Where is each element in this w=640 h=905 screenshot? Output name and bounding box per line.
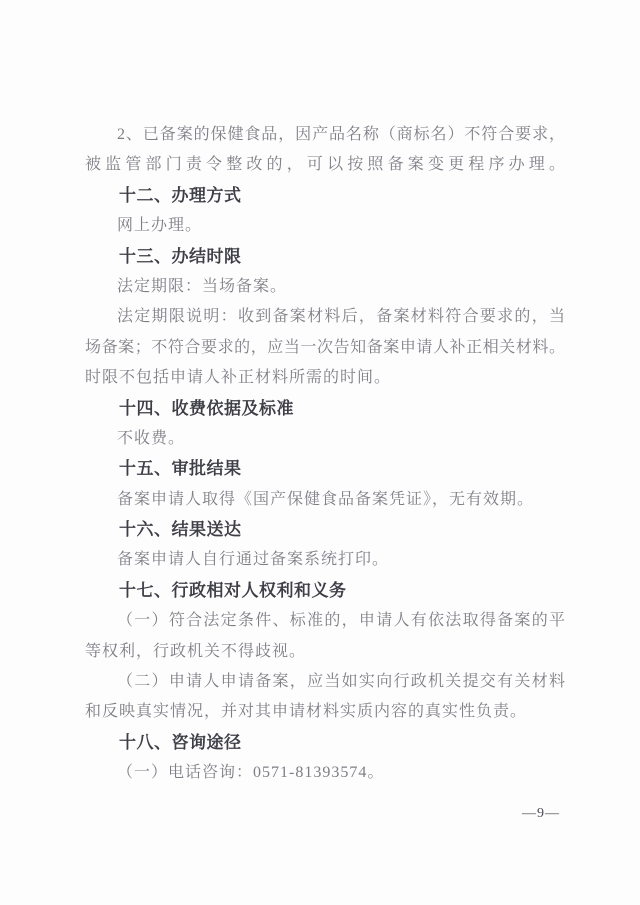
paragraph-line: （一）电话咨询：0571-81393574。	[117, 764, 385, 782]
section-heading: 十四、收费依据及标准	[119, 398, 294, 418]
paragraph-line: 备案申请人取得《国产保健食品备案凭证》，无有效期。	[117, 490, 535, 508]
paragraph-line: 网上办理。	[117, 217, 203, 235]
section-heading: 十六、结果送达	[119, 520, 242, 540]
page-number: —9—	[522, 806, 560, 821]
paragraph-line: 2、已备案的保健食品，因产品名称（商标名）不符合要求，	[117, 126, 565, 143]
paragraph-line: 被监管部门责令整改的，可以按照备案变更程序办理。	[85, 156, 565, 174]
paragraph-line: 不收费。	[117, 429, 186, 447]
paragraph-line: 备案申请人自行通过备案系统打印。	[117, 551, 390, 569]
paragraph-line: 时限不包括申请人补正材料所需的时间。	[85, 369, 392, 387]
paragraph-line: （一）符合法定条件、标准的，申请人有依法取得备案的平	[117, 612, 565, 630]
paragraph-line: 等权利，行政机关不得歧视。	[85, 642, 307, 660]
section-heading: 十七、行政相对人权利和义务	[119, 580, 347, 600]
paragraph-line: 法定期限说明：收到备案材料后，备案材料符合要求的，当	[117, 308, 565, 326]
section-heading: 十三、办结时限	[119, 246, 242, 266]
paragraph-line: 和反映真实情况，并对其申请材料实质内容的真实性负责。	[85, 703, 528, 721]
paragraph-line: 场备案；不符合要求的，应当一次告知备案申请人补正相关材料。	[85, 338, 565, 356]
section-heading: 十八、咨询途径	[119, 732, 242, 752]
section-heading: 十二、办理方式	[119, 185, 242, 205]
paragraph-line: （二）申请人申请备案，应当如实向行政机关提交有关材料	[117, 673, 565, 691]
paragraph-line: 法定期限：当场备案。	[117, 277, 288, 295]
document-body	[85, 120, 565, 789]
section-heading: 十五、审批结果	[119, 459, 242, 479]
